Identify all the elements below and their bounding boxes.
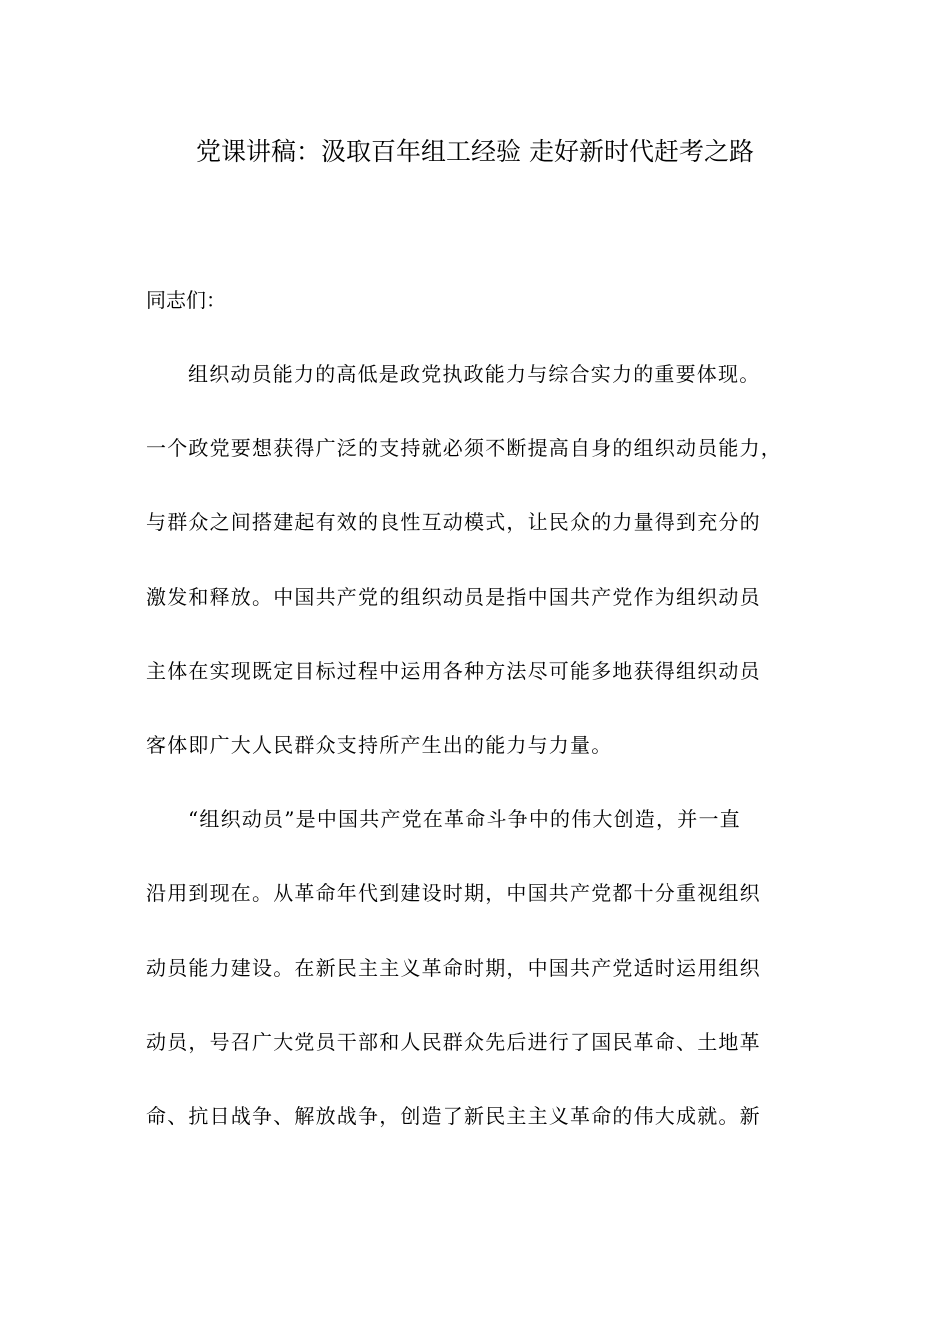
- paragraph-line: 动员，号召广大党员干部和人民群众先后进行了国民革命、土地革: [146, 1029, 761, 1054]
- paragraph-line: 命、抗日战争、解放战争，创造了新民主主义革命的伟大成就。新: [146, 1103, 761, 1128]
- greeting: 同志们：: [146, 288, 226, 312]
- paragraph-1: [146, 354, 796, 799]
- paragraph-line: 一个政党要想获得广泛的支持就必须不断提高自身的组织动员能力，: [146, 436, 782, 461]
- paragraph-line: 主体在实现既定目标过程中运用各种方法尽可能多地获得组织动员: [146, 658, 761, 683]
- paragraph-line: 与群众之间搭建起有效的良性互动模式，让民众的力量得到充分的: [146, 510, 761, 535]
- paragraph-2: [146, 799, 796, 1170]
- paragraph-line: 激发和释放。中国共产党的组织动员是指中国共产党作为组织动员: [146, 584, 761, 609]
- document-title: 党课讲稿：汲取百年组工经验 走好新时代赶考之路: [196, 137, 754, 166]
- paragraph-line: 动员能力建设。在新民主主义革命时期，中国共产党适时运用组织: [146, 955, 761, 980]
- document-body: [146, 280, 796, 1170]
- paragraph-line: 组织动员能力的高低是政党执政能力与综合实力的重要体现。: [188, 362, 761, 386]
- paragraph-line: 客体即广大人民群众支持所产生出的能力与力量。: [146, 732, 613, 757]
- spacer: [146, 320, 796, 354]
- paragraph-line: 沿用到现在。从革命年代到建设时期，中国共产党都十分重视组织: [146, 881, 761, 906]
- paragraph-line: “组织动员”是中国共产党在革命斗争中的伟大创造，并一直: [188, 807, 741, 832]
